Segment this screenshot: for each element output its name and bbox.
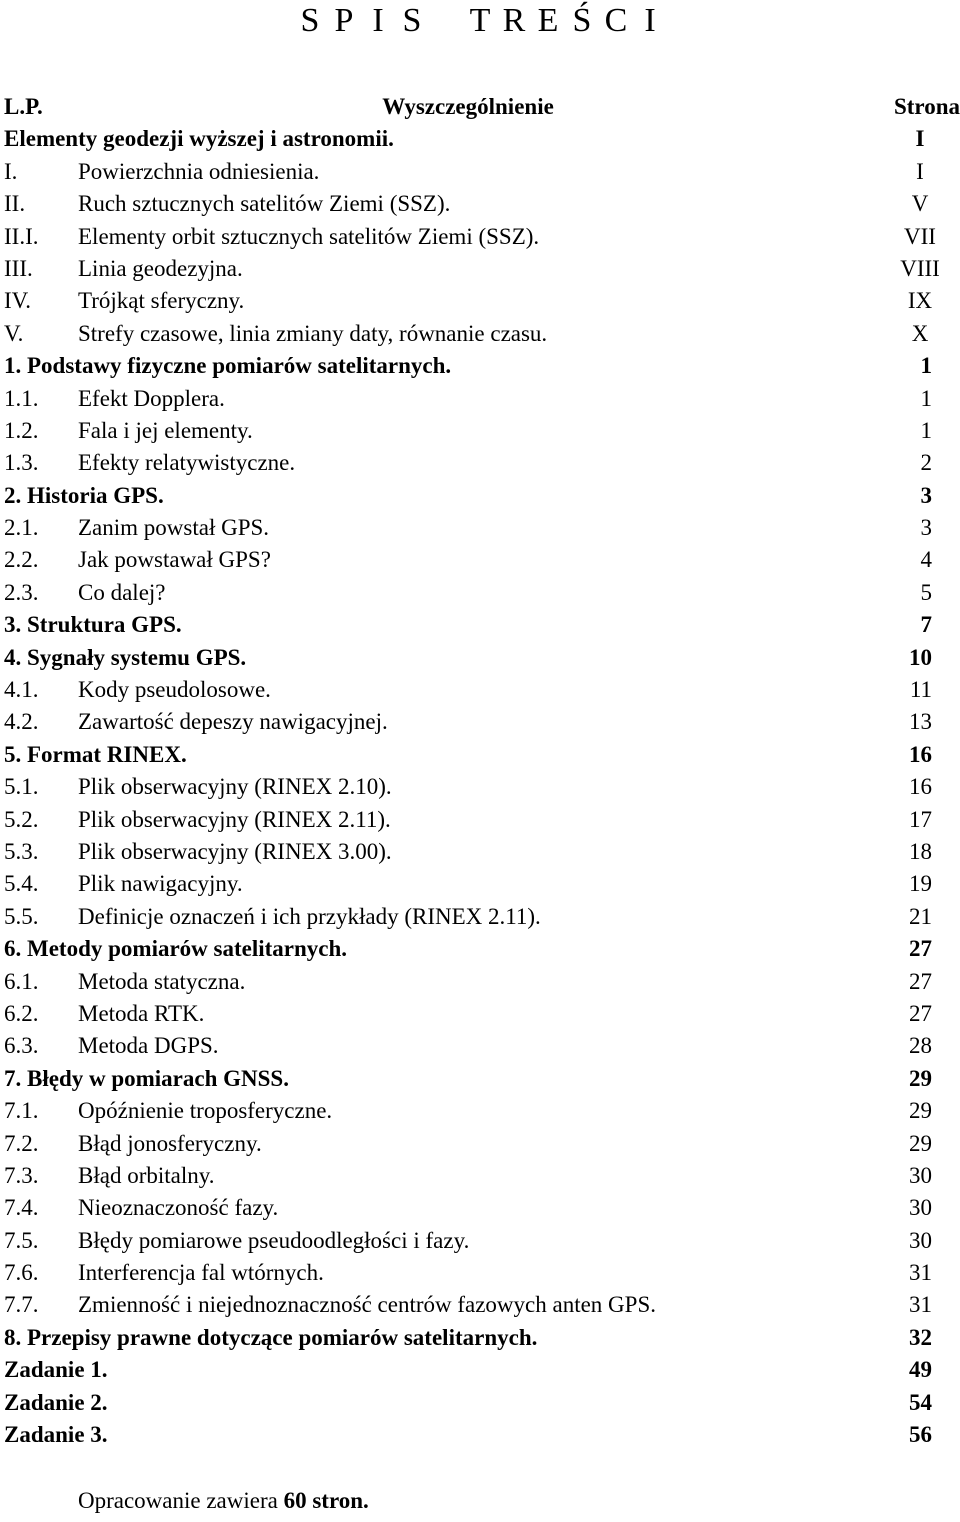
toc-entry-title: Elementy geodezji wyższej i astronomii. [4,126,394,152]
toc-entry-page: 3 [920,482,932,508]
toc-entry-title: Błąd orbitalny. [78,1162,215,1188]
toc-entry-title: Plik obserwacyjny (RINEX 2.10). [78,774,392,800]
toc-entry-title: Elementy orbit sztucznych satelitów Ziemi (SSZ). [78,223,540,249]
toc-entry-number: III. [4,255,33,281]
toc-header-row [4,91,960,123]
toc-entry-number: 1.3. [4,450,39,476]
toc-section-row [4,771,932,803]
toc-entry-number: 4.1. [4,677,39,703]
toc-entry-page: 18 [909,838,932,864]
toc-chapter-row [4,1322,932,1354]
toc-entry-title: Efekty relatywistyczne. [78,450,296,476]
toc-entry-number: 2.1. [4,515,39,541]
page-count-label: Opracowanie zawiera [78,1488,284,1513]
toc-section-row [4,1257,932,1289]
toc-entry-title: Nieoznaczoność fazy. [78,1195,279,1221]
toc-chapter-row [4,1387,932,1419]
toc-section-row [4,221,936,253]
page-count-note [78,1488,369,1514]
title-letter: S [402,2,422,39]
toc-entry-page: 17 [909,806,932,832]
toc-entry-number: II.I. [4,223,39,249]
toc-entry-title: Opóźnienie troposferyczne. [78,1098,333,1124]
toc-section-row [4,544,932,576]
toc-entry-page: 13 [909,709,932,735]
toc-entry-page: 16 [909,774,932,800]
toc-section-row [4,1128,932,1160]
toc-entry-number: 5.3. [4,838,39,864]
toc-entry-page: 7 [920,612,932,638]
toc-section-row [4,318,932,350]
toc-entry-page: 27 [909,936,932,962]
toc-entry-title: Strefy czasowe, linia zmiany daty, równanie czasu. [78,320,548,346]
toc-entry-page: I [915,126,925,152]
toc-entry-page: 30 [909,1195,932,1221]
toc-section-row [4,1095,932,1127]
toc-entry-number: V. [4,320,24,346]
toc-section-row [4,901,932,933]
toc-entry-title: Trójkąt sferyczny. [78,288,245,314]
toc-entry-page: 1 [920,417,932,443]
toc-entry-page: IX [907,288,933,314]
toc-chapter-row [4,1354,932,1386]
toc-section-row [4,674,932,706]
toc-entry-page: 19 [909,871,932,897]
description-column-header: Wyszczególnienie [382,94,554,119]
title-letter: Ś [572,2,592,39]
toc-entry-title: Metoda statyczna. [78,968,246,994]
toc-section-row [4,706,932,738]
toc-entry-page: 56 [909,1422,932,1448]
title-letter: R [502,2,526,39]
toc-entry-page: 29 [909,1098,932,1124]
toc-entry-page: VII [904,223,936,249]
toc-section-row [4,998,932,1030]
toc-entry-page: 10 [909,644,932,670]
toc-section-row [4,1225,932,1257]
title-letter: I [372,2,384,39]
toc-entry-title: Fala i jej elementy. [78,417,253,443]
toc-entry-title: 5. Format RINEX. [4,741,187,767]
toc-entry-title: Zadanie 1. [4,1357,108,1383]
title-letter: I [644,2,656,39]
toc-entry-number: 7.6. [4,1260,39,1286]
toc-section-row [4,868,932,900]
toc-chapter-row [4,933,932,965]
toc-entry-title: Efekt Dopplera. [78,385,225,411]
toc-entry-number: 7.1. [4,1098,39,1124]
toc-entry-title: Zadanie 3. [4,1422,108,1448]
toc-entry-title: Ruch sztucznych satelitów Ziemi (SSZ). [78,191,451,217]
page-count-value: 60 stron. [283,1488,369,1513]
toc-entry-page: 1 [920,385,932,411]
toc-entry-page: 28 [909,1033,932,1059]
toc-entry-title: Błędy pomiarowe pseudoodległości i fazy. [78,1227,470,1253]
toc-section-row [4,1289,932,1321]
toc-entry-number: 7.3. [4,1162,39,1188]
toc-entry-page: 31 [909,1292,932,1318]
toc-entry-page: 30 [909,1227,932,1253]
toc-section-row [4,285,932,317]
toc-chapter-row [4,609,932,641]
toc-entry-page: 32 [909,1324,932,1350]
toc-entry-page: 21 [909,903,932,929]
toc-section-row [4,415,932,447]
toc-entry-page: 1 [920,353,932,379]
toc-entry-title: Zmienność i niejednoznaczność centrów fazowych anten GPS. [78,1292,656,1318]
toc-entry-page: 27 [909,1000,932,1026]
lp-column-header: L.P. [4,94,43,119]
toc-entry-title: 4. Sygnały systemu GPS. [4,644,247,670]
toc-entry-number: 6.3. [4,1033,39,1059]
toc-entry-number: 7.2. [4,1130,39,1156]
toc-entry-number: 7.4. [4,1195,39,1221]
toc-entry-number: 2.2. [4,547,39,573]
toc-entry-page: 16 [909,741,932,767]
toc-chapter-row [4,1419,932,1451]
toc-section-row [4,577,932,609]
title-letter: T [469,2,491,39]
toc-section-row [4,383,932,415]
toc-entry-title: Linia geodezyjna. [78,255,243,281]
toc-entry-title: 2. Historia GPS. [4,482,164,508]
toc-entry-number: 4.2. [4,709,39,735]
toc-entry-page: I [916,158,924,184]
toc-chapter-row [4,480,932,512]
toc-entry-title: 1. Podstawy fizyczne pomiarów satelitarnych. [4,353,452,379]
toc-entry-number: 5.4. [4,871,39,897]
toc-entry-number: I. [4,158,18,184]
toc-entry-title: Co dalej? [78,579,166,605]
title-letter: P [334,2,354,39]
toc-entry-title: Metoda DGPS. [78,1033,219,1059]
toc-entry-title: 6. Metody pomiarów satelitarnych. [4,936,348,962]
toc-chapter-row [4,123,932,155]
toc-entry-page: 3 [920,515,932,541]
toc-entry-number: 5.5. [4,903,39,929]
toc-entry-title: Interferencja fal wtórnych. [78,1260,324,1286]
toc-entry-number: 1.1. [4,385,39,411]
toc-entry-page: 29 [909,1130,932,1156]
toc-entry-number: 2.3. [4,579,39,605]
toc-section-row [4,253,940,285]
toc-entry-number: 1.2. [4,417,39,443]
toc-entry-title: Zanim powstał GPS. [78,515,270,541]
toc-entry-title: 3. Struktura GPS. [4,612,182,638]
toc-entry-title: Zawartość depeszy nawigacyjnej. [78,709,388,735]
toc-entry-number: 5.2. [4,806,39,832]
title-letter: E [537,2,559,39]
toc-entry-title: 8. Przepisy prawne dotyczące pomiarów satelitarnych. [4,1324,538,1350]
toc-entry-number: 7.7. [4,1292,39,1318]
toc-section-row [4,156,932,188]
toc-section-row [4,836,932,868]
toc-entry-number: 5.1. [4,774,39,800]
toc-section-row [4,447,932,479]
toc-entry-page: 27 [909,968,932,994]
toc-entry-page: 11 [909,677,932,703]
toc-chapter-row [4,739,932,771]
toc-entry-title: Plik nawigacyjny. [78,871,243,897]
page-title [0,2,960,40]
toc-entry-number: 6.2. [4,1000,39,1026]
table-of-contents [4,91,960,1451]
toc-section-row [4,512,932,544]
toc-entry-page: X [911,320,929,346]
toc-entry-title: Jak powstawał GPS? [78,547,271,573]
title-letter: C [604,2,628,39]
toc-chapter-row [4,642,932,674]
toc-entry-title: Zadanie 2. [4,1389,108,1415]
toc-entry-page: 2 [920,450,932,476]
toc-entry-page: 5 [920,579,932,605]
toc-entry-number: 6.1. [4,968,39,994]
toc-entry-number: 7.5. [4,1227,39,1253]
toc-section-row [4,1192,932,1224]
toc-entry-title: Plik obserwacyjny (RINEX 3.00). [78,838,392,864]
toc-entry-title: Kody pseudolosowe. [78,677,271,703]
toc-chapter-row [4,350,932,382]
toc-entry-title: Metoda RTK. [78,1000,205,1026]
toc-section-row [4,1030,932,1062]
toc-entry-title: Powierzchnia odniesienia. [78,158,320,184]
toc-section-row [4,188,932,220]
toc-entry-page: 30 [909,1162,932,1188]
toc-entry-page: VIII [900,255,940,281]
toc-entry-page: 49 [909,1357,932,1383]
toc-chapter-row [4,1063,932,1095]
toc-section-row [4,804,932,836]
toc-entry-number: IV. [4,288,32,314]
toc-entry-page: 29 [909,1065,932,1091]
toc-entry-page: V [911,191,929,217]
toc-entry-title: 7. Błędy w pomiarach GNSS. [4,1065,289,1091]
toc-entry-number: II. [4,191,26,217]
toc-section-row [4,966,932,998]
title-letter: S [300,2,320,39]
toc-entry-page: 4 [920,547,932,573]
toc-entry-title: Plik obserwacyjny (RINEX 2.11). [78,806,391,832]
toc-section-row [4,1160,932,1192]
toc-entry-title: Definicje oznaczeń i ich przykłady (RINEX 2.11). [78,903,541,929]
toc-entry-page: 31 [909,1260,932,1286]
page-column-header: Strona [893,94,960,119]
toc-entry-title: Błąd jonosferyczny. [78,1130,262,1156]
toc-entry-page: 54 [909,1389,932,1415]
